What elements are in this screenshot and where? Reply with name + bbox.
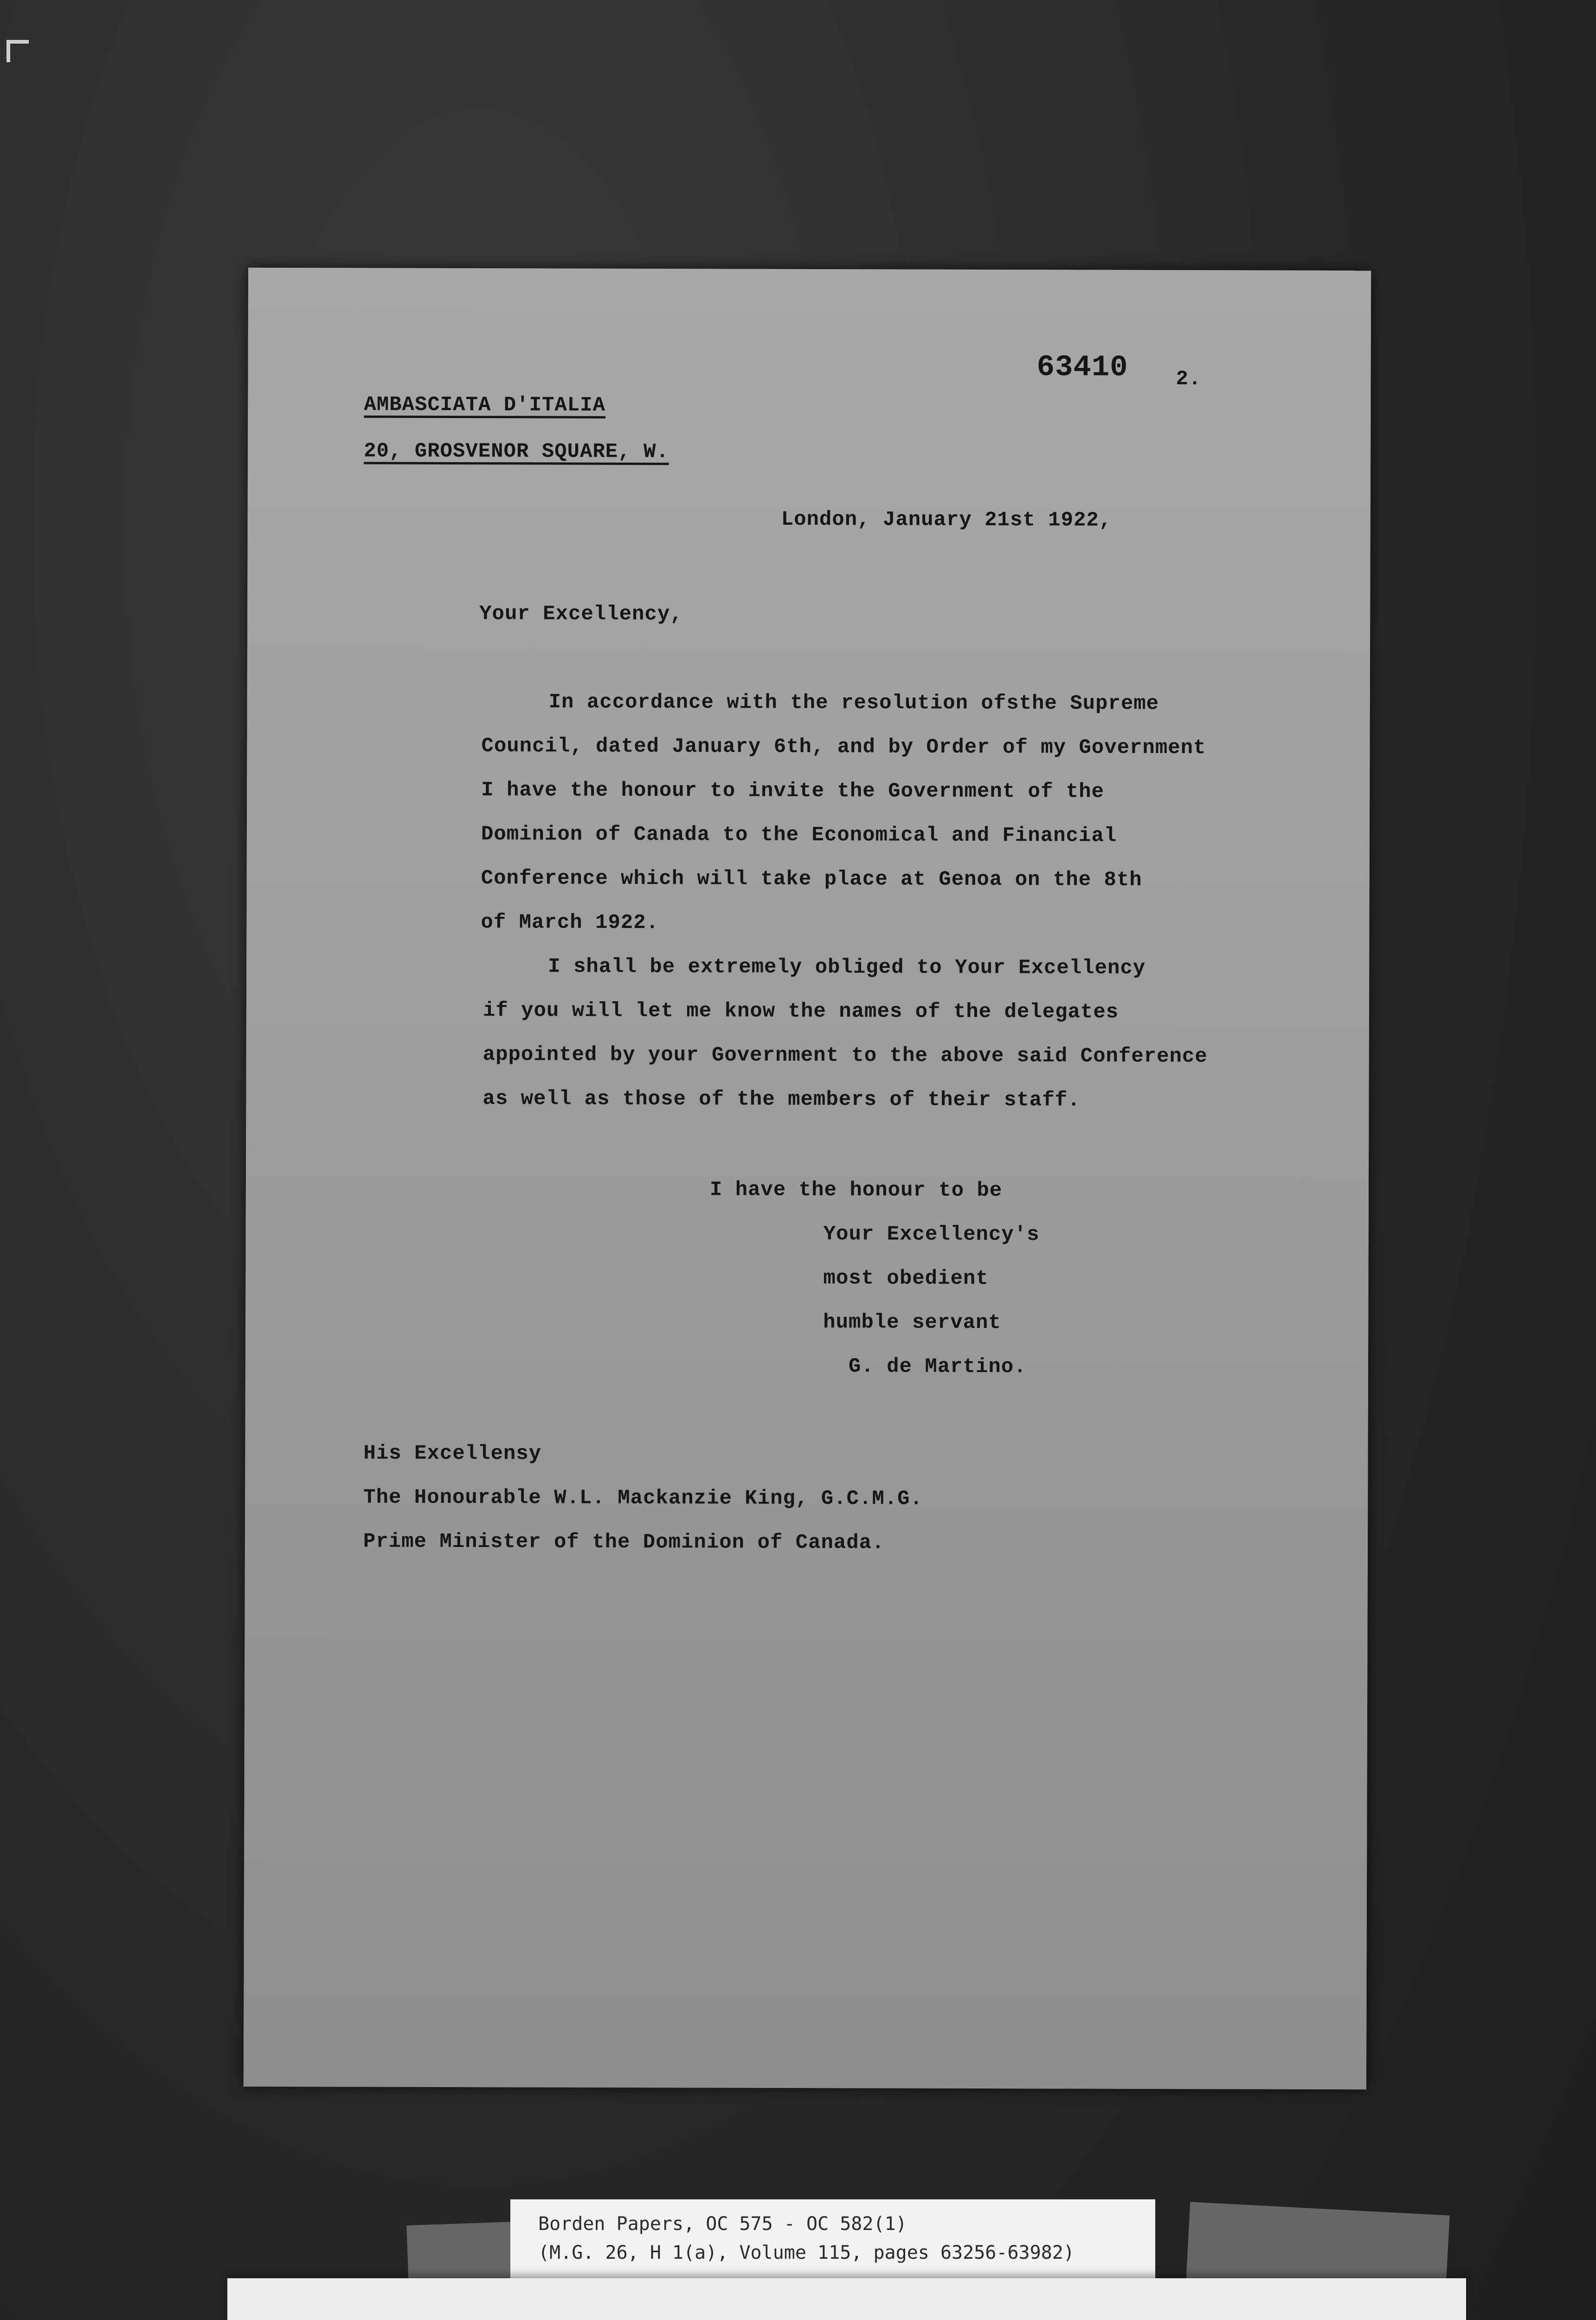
addressee-line: Prime Minister of the Dominion of Canada. xyxy=(363,1530,885,1555)
page-number: 2. xyxy=(1176,367,1202,391)
body-line: if you will let me know the names of the delegates xyxy=(483,999,1119,1024)
body-line: Dominion of Canada to the Economical and Financial xyxy=(481,823,1117,848)
letter-page xyxy=(244,268,1371,2089)
place-date: London, January 21st 1922, xyxy=(781,508,1112,532)
salutation: Your Excellency, xyxy=(479,602,683,626)
body-line: Conference which will take place at Genoa on the 8th xyxy=(481,867,1142,892)
addressee-line: The Honourable W.L. Mackanzie King, G.C.M.G. xyxy=(363,1486,923,1511)
document-number: 63410 xyxy=(1036,351,1128,385)
body-line: of March 1922. xyxy=(481,911,659,935)
closing-line: Your Excellency's xyxy=(823,1223,1040,1247)
body-line: I shall be extremely obliged to Your Excellency xyxy=(548,955,1146,980)
closing-line: I have the honour to be xyxy=(709,1178,1003,1203)
reference-line: (M.G. 26, H 1(a), Volume 115, pages 63256-63982) xyxy=(538,2242,1075,2263)
reference-line: Borden Papers, OC 575 - OC 582(1) xyxy=(538,2213,907,2235)
letterhead-address: 20, GROSVENOR SQUARE, W. xyxy=(364,439,669,464)
body-line: I have the honour to invite the Government of the xyxy=(481,779,1105,804)
closing-line: humble servant xyxy=(823,1311,1001,1335)
signature: G. de Martino. xyxy=(848,1355,1027,1379)
body-line: In accordance with the resolution ofsthe Supreme xyxy=(548,690,1159,715)
reference-label xyxy=(510,2199,1155,2278)
letterhead-embassy: AMBASCIATA D'ITALIA xyxy=(364,393,606,417)
closing-line: most obedient xyxy=(823,1267,989,1291)
crop-mark-top-left xyxy=(6,40,29,62)
archives-stamp xyxy=(227,2278,1466,2320)
body-line: appointed by your Government to the above said Conference xyxy=(483,1043,1208,1069)
body-line: Council, dated January 6th, and by Order of my Government xyxy=(481,735,1206,760)
body-line: as well as those of the members of their staff. xyxy=(483,1087,1081,1112)
addressee-line: His Excellensy xyxy=(363,1442,542,1466)
